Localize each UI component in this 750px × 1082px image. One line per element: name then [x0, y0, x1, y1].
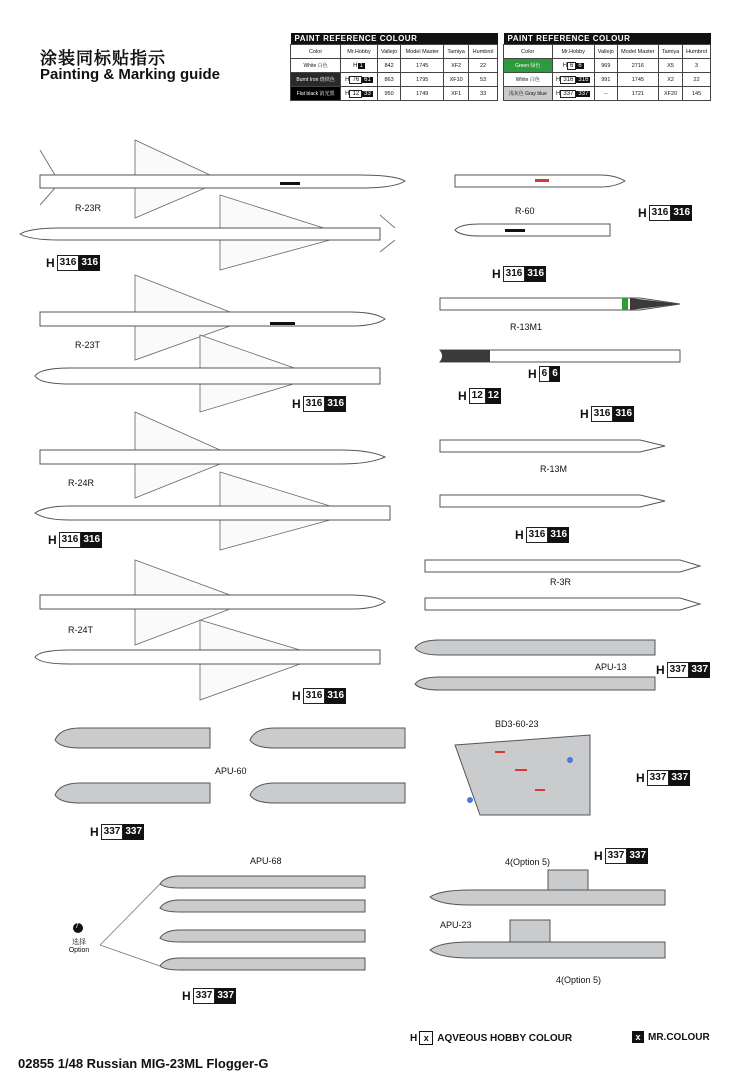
missile-label-r23r: R-23R [75, 203, 102, 213]
color-swatch: White 白色 [504, 73, 553, 87]
col-header: Model Master [617, 45, 658, 59]
missile-label-r23t: R-23T [75, 340, 101, 350]
table-cell: 145 [683, 87, 711, 101]
option-number: 7 [75, 923, 79, 930]
table-row: Burnt Iron 烧铁色 H 76 61 863 1795 XF10 53 [291, 73, 498, 87]
paint-code-callout: H 337 337 [594, 849, 647, 863]
bd3-60-23-group [455, 735, 590, 815]
missile-label-r24r: R-24R [68, 478, 95, 488]
legend-box-icon: x [419, 1031, 433, 1045]
paint-code-callout: H 316 316 [292, 397, 345, 411]
table-cell: 22 [469, 59, 498, 73]
color-swatch: Flat black 消光黑 [291, 87, 341, 101]
table-cell: 991 [594, 73, 617, 87]
paint-code-callout: H 6 6 [528, 367, 558, 381]
missile-label-r13m: R-13M [540, 464, 568, 474]
table-cell: XF1 [444, 87, 469, 101]
table-cell: 1795 [401, 73, 444, 87]
color-swatch: Green 绿色 [504, 59, 553, 73]
paint-code-callout: H 337 337 [636, 771, 689, 785]
pylon-label-apu68: APU-68 [250, 856, 282, 866]
col-header: Color [291, 45, 341, 59]
option-label: 选择 Option [68, 939, 90, 954]
page-title: Painting & Marking guide [40, 66, 221, 83]
apu23-option-label: 4(Option 5) [505, 857, 551, 867]
pylon-label-apu60: APU-60 [215, 766, 247, 776]
table-cell: 1721 [617, 87, 658, 101]
r60-group [455, 175, 625, 236]
legend-mr-colour: x MR.COLOUR [632, 1031, 710, 1043]
col-header: Tamiya [444, 45, 469, 59]
table-row: White 白色 H 1 842 1745 XF2 22 [291, 59, 498, 73]
table-cell: 969 [594, 59, 617, 73]
table-cell: XF2 [444, 59, 469, 73]
table-cell: 2716 [617, 59, 658, 73]
apu23-option-label-lower: 4(Option 5) [556, 975, 602, 985]
table-cell: 950 [377, 87, 401, 101]
table-cell: XF20 [659, 87, 683, 101]
paint-code-callout: H 316 316 [46, 256, 99, 270]
col-header: Humbrol [683, 45, 711, 59]
table-cell: 842 [377, 59, 401, 73]
legend-box-icon: x [632, 1031, 644, 1043]
col-header: Vallejo [594, 45, 617, 59]
paint-code-callout: H 316 316 [580, 407, 633, 421]
paint-table-heading: PAINT REFERENCE COLOUR [291, 33, 498, 45]
col-header: Mr.Hobby [341, 45, 378, 59]
col-header: Color [504, 45, 553, 59]
footer-title: 02855 1/48 Russian MIG-23ML Flogger-G [18, 1056, 269, 1071]
table-cell: 1745 [617, 73, 658, 87]
missile-label-r60: R-60 [515, 206, 535, 216]
paint-code-callout: H 316 316 [292, 689, 345, 703]
paint-code-callout: H 316 316 [515, 528, 568, 542]
pylon-label-apu23: APU-23 [440, 920, 472, 930]
col-header: Humbrol [469, 45, 498, 59]
paint-code-callout: H 12 12 [458, 389, 499, 403]
table-cell: 33 [469, 87, 498, 101]
apu23-group [430, 870, 665, 958]
apu68-group [73, 876, 365, 970]
col-header: Mr.Hobby [552, 45, 594, 59]
color-swatch: Burnt Iron 烧铁色 [291, 73, 341, 87]
color-swatch: White 白色 [291, 59, 341, 73]
missile-label-r3r: R-3R [550, 577, 572, 587]
legend-aqueous: H x AQVEOUS HOBBY COLOUR [410, 1032, 573, 1044]
table-cell: 1749 [401, 87, 444, 101]
page-title-cn: 涂装同标贴指示 [40, 49, 166, 68]
paint-table-heading: PAINT REFERENCE COLOUR [504, 33, 711, 45]
paint-code-callout: H 337 337 [182, 989, 235, 1003]
color-swatch: 浅灰色 Gray blue [504, 87, 553, 101]
col-header: Vallejo [377, 45, 401, 59]
table-cell: -- [594, 87, 617, 101]
table-cell: X5 [659, 59, 683, 73]
paint-code-callout: H 316 316 [48, 533, 101, 547]
table-row: Flat black 消光黑 H 12 33 950 1749 XF1 33 [291, 87, 498, 101]
table-cell: 1745 [401, 59, 444, 73]
table-cell: 863 [377, 73, 401, 87]
col-header: Tamiya [659, 45, 683, 59]
paint-code-callout: H 316 316 [492, 267, 545, 281]
table-row: Green 绿色 H 6 6 969 2716 X5 3 [504, 59, 711, 73]
table-row: White 白色 H 316 316 991 1745 X2 22 [504, 73, 711, 87]
paint-code-callout: H 316 316 [638, 206, 691, 220]
col-header: Model Master [401, 45, 444, 59]
table-cell: 22 [683, 73, 711, 87]
missile-label-r13m1: R-13M1 [510, 322, 543, 332]
table-cell: 3 [683, 59, 711, 73]
table-cell: X2 [659, 73, 683, 87]
r13m1-group [440, 298, 680, 362]
paint-code-callout: H 337 337 [656, 663, 709, 677]
table-cell: 53 [469, 73, 498, 87]
table-cell: XF10 [444, 73, 469, 87]
paint-code-callout: H 337 337 [90, 825, 143, 839]
table-row: 浅灰色 Gray blue H 337 337 -- 1721 XF20 145 [504, 87, 711, 101]
missile-label-r24t: R-24T [68, 625, 94, 635]
pylon-label-apu13: APU-13 [595, 662, 627, 672]
pylon-label-bd3: BD3-60-23 [495, 719, 539, 729]
